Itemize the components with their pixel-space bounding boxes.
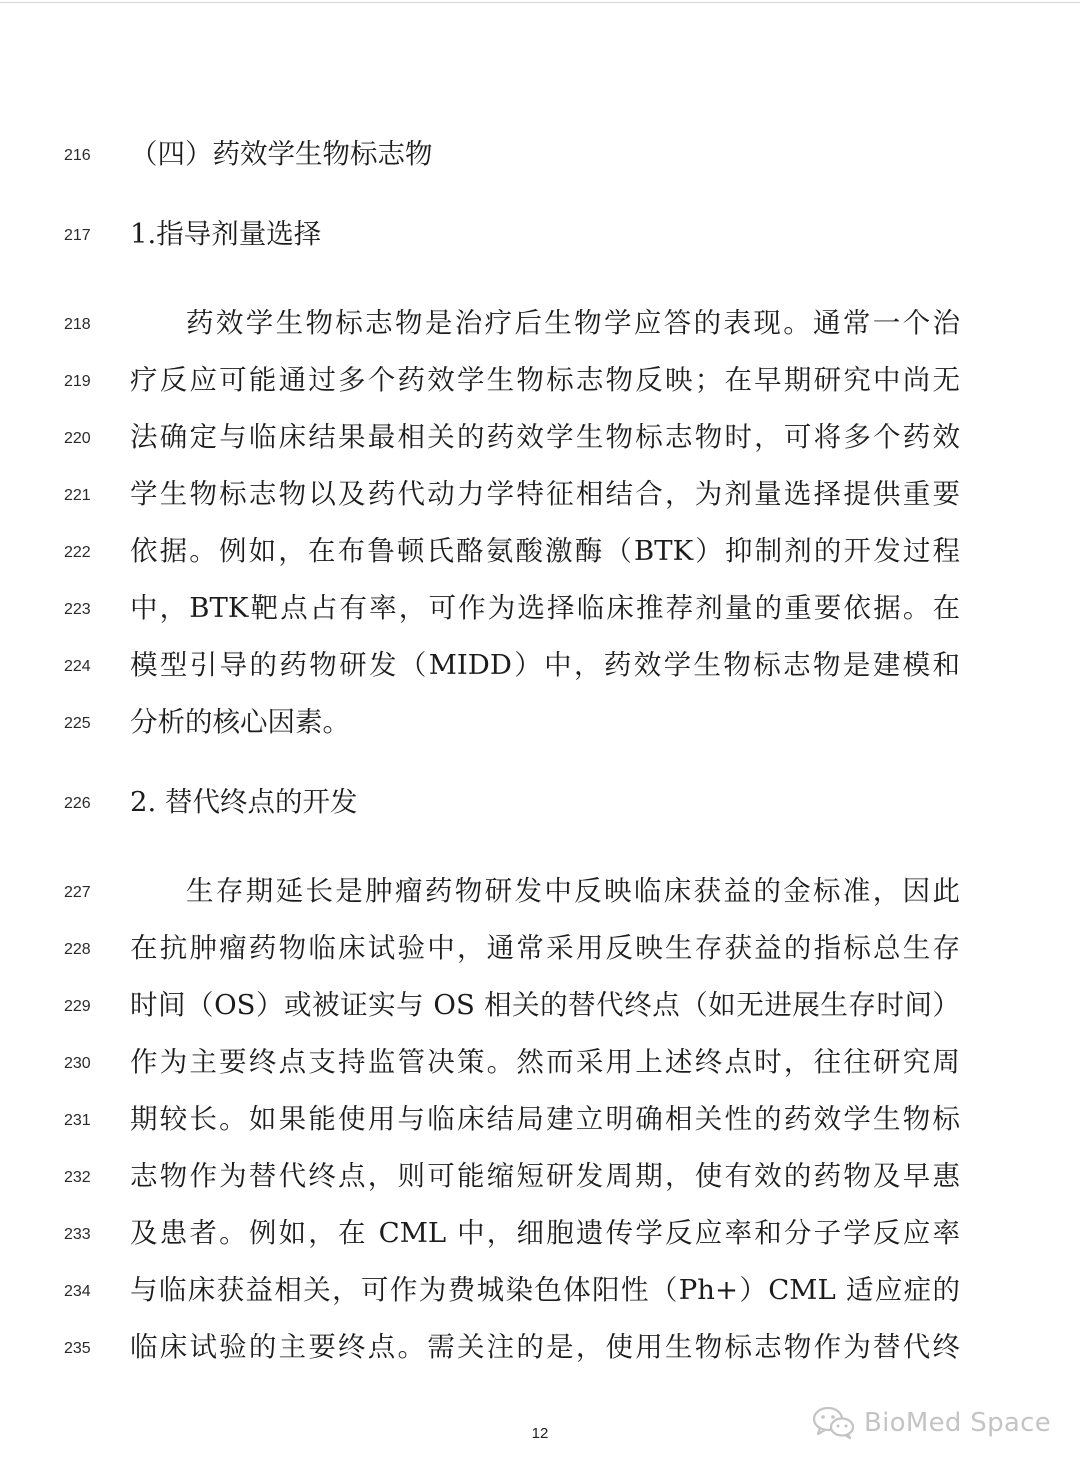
paragraph-line: 分析的核心因素。	[130, 706, 350, 738]
watermark-text: BioMed Space	[864, 1408, 1051, 1438]
text-line	[0, 1151, 1080, 1201]
line-number: 231	[64, 1112, 91, 1129]
line-number: 219	[64, 373, 91, 390]
paragraph-line: 依据。例如，在布鲁顿氏酪氨酸激酶（BTK）抑制剂的开发过程	[130, 535, 960, 567]
text-line	[0, 526, 1080, 576]
line-number: 221	[64, 487, 91, 504]
text-line	[0, 697, 1080, 747]
text-line	[0, 412, 1080, 462]
subsection-heading: 1.指导剂量选择	[130, 218, 322, 250]
section-heading: （四）药效学生物标志物	[130, 138, 433, 170]
text-line	[0, 355, 1080, 405]
paragraph-line: 与临床获益相关，可作为费城染色体阳性（Ph+）CML 适应症的	[130, 1274, 960, 1306]
paragraph-line: 在抗肿瘤药物临床试验中，通常采用反映生存获益的指标总生存	[130, 932, 960, 964]
page-number: 12	[531, 1425, 549, 1442]
paragraph-line: 志物作为替代终点，则可能缩短研发周期，使有效的药物及早惠	[130, 1160, 960, 1192]
text-line	[0, 209, 1080, 259]
paragraph-line: 药效学生物标志物是治疗后生物学应答的表现。通常一个治	[186, 307, 960, 339]
text-line	[0, 777, 1080, 827]
paragraph-line: 学生物标志物以及药代动力学特征相结合，为剂量选择提供重要	[130, 478, 960, 510]
line-number: 218	[64, 316, 91, 333]
line-number: 220	[64, 430, 91, 447]
paragraph-line: 中，BTK靶点占有率，可作为选择临床推荐剂量的重要依据。在	[130, 592, 960, 624]
top-border	[0, 2, 1080, 3]
text-line	[0, 1322, 1080, 1372]
text-line	[0, 1037, 1080, 1087]
text-line	[0, 866, 1080, 916]
text-line	[0, 923, 1080, 973]
paragraph-line: 临床试验的主要终点。需关注的是，使用生物标志物作为替代终	[130, 1331, 960, 1363]
watermark	[812, 1403, 1051, 1443]
paragraph-line: 期较长。如果能使用与临床结局建立明确相关性的药效学生物标	[130, 1103, 960, 1135]
text-line	[0, 640, 1080, 690]
subsection-heading: 2. 替代终点的开发	[130, 786, 358, 818]
line-number: 230	[64, 1055, 91, 1072]
line-number: 233	[64, 1226, 91, 1243]
text-line	[0, 1265, 1080, 1315]
line-number: 217	[64, 227, 91, 244]
text-line	[0, 129, 1080, 179]
paragraph-line: 生存期延长是肿瘤药物研发中反映临床获益的金标准，因此	[186, 875, 960, 907]
line-number: 228	[64, 941, 91, 958]
line-number: 227	[64, 884, 91, 901]
text-line	[0, 1208, 1080, 1258]
paragraph-line: 疗反应可能通过多个药效学生物标志物反映；在早期研究中尚无	[130, 364, 960, 396]
paragraph-line: 及患者。例如，在 CML 中，细胞遗传学反应率和分子学反应率	[130, 1217, 960, 1249]
line-number: 232	[64, 1169, 91, 1186]
paragraph-line: 法确定与临床结果最相关的药效学生物标志物时，可将多个药效	[130, 421, 960, 453]
line-number: 235	[64, 1340, 91, 1357]
line-number: 225	[64, 715, 91, 732]
line-number: 229	[64, 998, 91, 1015]
line-number: 234	[64, 1283, 91, 1300]
wechat-icon	[812, 1406, 856, 1440]
line-number: 223	[64, 601, 91, 618]
line-number: 226	[64, 795, 91, 812]
text-line	[0, 298, 1080, 348]
text-line	[0, 980, 1080, 1030]
line-number: 222	[64, 544, 91, 561]
text-line	[0, 469, 1080, 519]
text-line	[0, 583, 1080, 633]
line-number: 224	[64, 658, 91, 675]
paragraph-line: 时间（OS）或被证实与 OS 相关的替代终点（如无进展生存时间）	[130, 989, 960, 1021]
text-line	[0, 1094, 1080, 1144]
paragraph-line: 模型引导的药物研发（MIDD）中，药效学生物标志物是建模和	[130, 649, 960, 681]
paragraph-line: 作为主要终点支持监管决策。然而采用上述终点时，往往研究周	[130, 1046, 960, 1078]
line-number: 216	[64, 147, 91, 164]
